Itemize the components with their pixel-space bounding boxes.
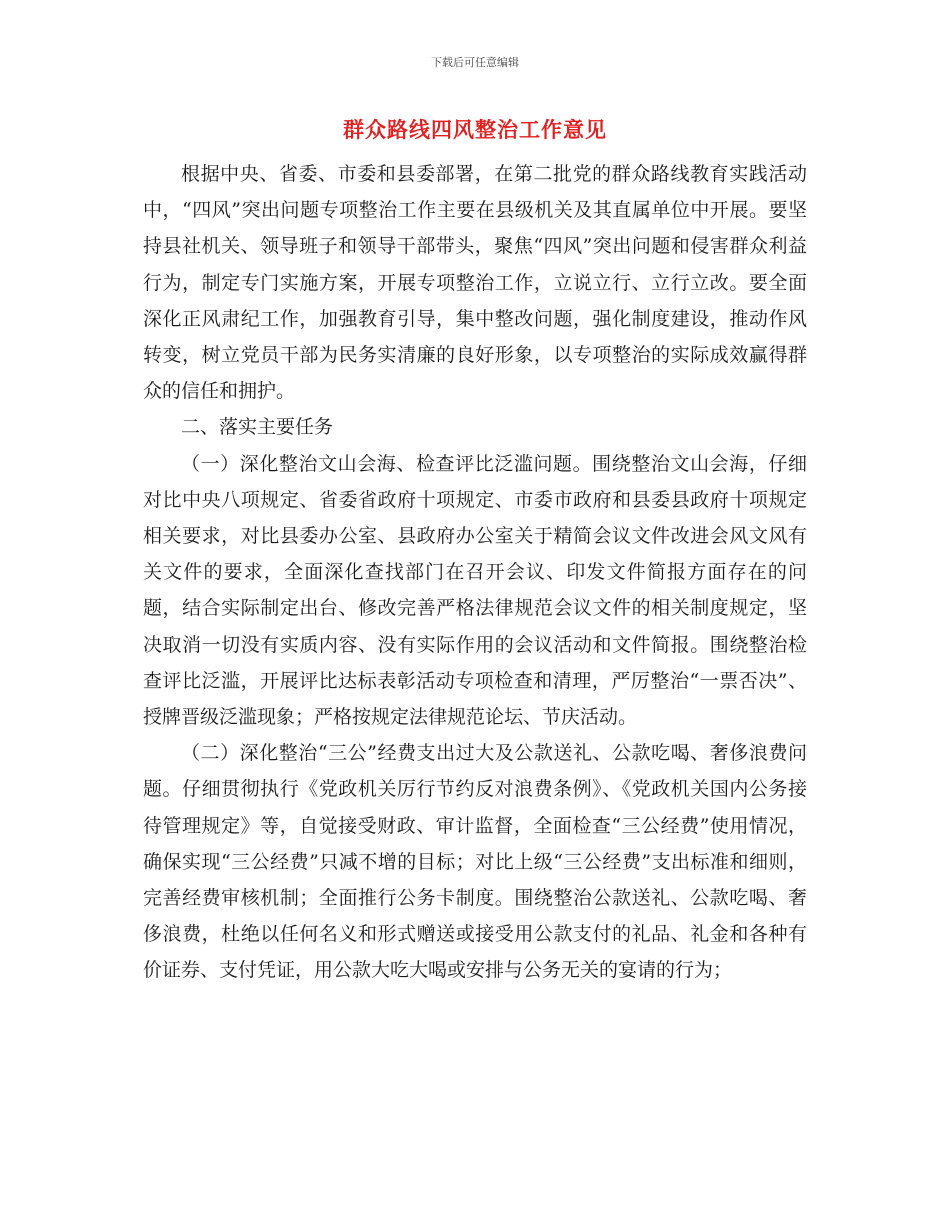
section-heading: 二、落实主要任务 bbox=[181, 416, 334, 439]
paragraph-intro: 根据中央、省委、市委和县委部署，在第二批党的群众路线教育实践活动中，“四风”突出问题专项整治工作主要在县级机关及其直属单位中开展。要坚持县社机关、领导班子和领导干部带头，聚焦“四风”突出问题和侵害群众利益行为，制定专门实施方案，开展专项整治工作，立说立行、立行立改。要全面深化正风肃纪工作，加强教育引导，集中整改问题，强化制度建设，推动作风转变，树立党员干部为民务实清廉的良好形象，以专项整治的实际成效赢得群众的信任和拥护。 bbox=[143, 163, 807, 403]
paragraph-task-1: （一）深化整治文山会海、检查评比泛滥问题。围绕整治文山会海，仔细对比中央八项规定、省委省政府十项规定、市委市政府和县委县政府十项规定相关要求，对比县委办公室、县政府办公室关于精简会议文件改进会风文风有关文件的要求，全面深化查找部门在召开会议、印发文件简报方面存在的问题，结合实际制定出台、修改完善严格法律规范会议文件的相关制度规定，坚决取消一切没有实质内容、没有实际作用的会议活动和文件简报。围绕整治检查评比泛滥，开展评比达标表彰活动专项检查和清理，严厉整治“一票否决”、授牌晋级泛滥现象；严格按规定法律规范论坛、节庆活动。 bbox=[143, 452, 807, 729]
paragraph-task-2: （二）深化整治“三公”经费支出过大及公款送礼、公款吃喝、奢侈浪费问题。仔细贯彻执行《党政机关厉行节约反对浪费条例》、《党政机关国内公务接待管理规定》等，自觉接受财政、审计监督，全面检查“三公经费”使用情况，确保实现“三公经费”只减不增的目标；对比上级“三公经费”支出标准和细则，完善经费审核机制；全面推行公务卡制度。围绕整治公款送礼、公款吃喝、奢侈浪费，杜绝以任何名义和形式赠送或接受用公款支付的礼品、礼金和各种有价证券、支付凭证，用公款大吃大喝或安排与公务无关的宴请的行为； bbox=[143, 742, 807, 982]
document-title: 群众路线四风整治工作意见 bbox=[343, 117, 607, 142]
header-note: 下载后可任意编辑 bbox=[431, 56, 519, 69]
document-body bbox=[143, 156, 807, 989]
